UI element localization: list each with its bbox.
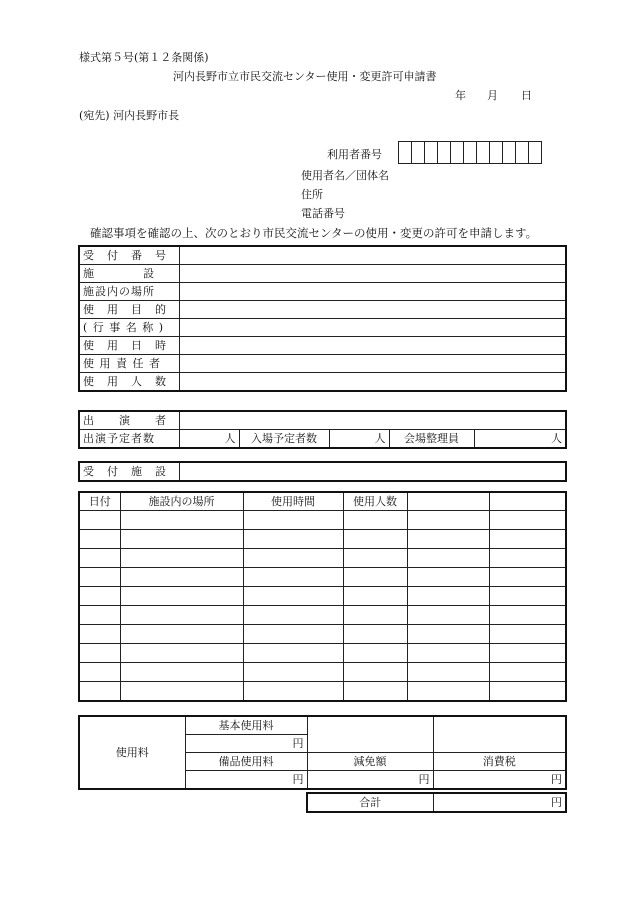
table-row[interactable] — [79, 549, 566, 568]
header-blank-1 — [407, 492, 489, 511]
reception-no-field[interactable] — [179, 246, 566, 265]
equipment-fee-label: 備品使用料 — [185, 753, 307, 771]
table-row — [79, 319, 566, 337]
venue-staff-field[interactable]: 人 — [474, 430, 566, 449]
table-row[interactable] — [79, 511, 566, 530]
expected-entrants-field[interactable]: 人 — [329, 430, 389, 449]
header-date: 日付 — [79, 492, 120, 511]
total-label: 合計 — [307, 793, 433, 812]
table-row — [79, 355, 566, 373]
application-statement: 確認事項を確認の上、次のとおり市民交流センターの使用・変更の許可を申請します。 — [90, 226, 538, 240]
tax-label: 消費税 — [433, 753, 566, 771]
date-year: 年 — [455, 89, 466, 102]
application-details-table — [78, 245, 567, 392]
venue-staff-label: 会場整理員 — [389, 430, 474, 449]
equipment-fee-field[interactable]: 円 — [185, 771, 307, 790]
table-row[interactable] — [79, 625, 566, 644]
date-month: 月 — [487, 89, 498, 102]
responsible-field[interactable] — [179, 355, 566, 373]
header-location: 施設内の場所 — [120, 492, 243, 511]
performers-field[interactable] — [179, 411, 566, 430]
phone-label: 電話番号 — [301, 207, 345, 220]
user-name-label: 使用者名／団体名 — [301, 169, 389, 182]
row-label-attendance: 使 用 人 数 — [79, 373, 179, 392]
table-row[interactable] — [79, 587, 566, 606]
fee-blank-2 — [433, 716, 566, 753]
schedule-table — [78, 491, 567, 702]
row-label-event-name: ( 行 事 名 称 ) — [79, 319, 179, 337]
planned-performers-label: 出演予定者数 — [79, 430, 179, 449]
table-row — [79, 430, 566, 449]
location-field[interactable] — [179, 283, 566, 301]
total-field[interactable]: 円 — [433, 793, 566, 812]
table-row — [79, 301, 566, 319]
user-number-boxes[interactable] — [398, 141, 542, 164]
reception-facility-label: 受 付 施 設 — [79, 462, 179, 481]
performers-label: 出 演 者 — [79, 411, 179, 430]
header-blank-2 — [489, 492, 566, 511]
performers-table — [78, 410, 567, 449]
expected-entrants-label: 入場予定者数 — [239, 430, 329, 449]
addressee: (宛先) 河内長野市長 — [79, 109, 180, 122]
purpose-field[interactable] — [179, 301, 566, 319]
schedule-header-row — [79, 492, 566, 511]
table-row[interactable] — [79, 530, 566, 549]
table-row[interactable] — [79, 568, 566, 587]
table-row — [79, 337, 566, 355]
row-label-facility: 施 設 — [79, 265, 179, 283]
basic-fee-label: 基本使用料 — [185, 716, 307, 735]
reduction-field[interactable]: 円 — [307, 771, 433, 790]
table-row — [79, 246, 566, 265]
table-row — [79, 265, 566, 283]
reception-facility-field[interactable] — [179, 462, 566, 481]
datetime-field[interactable] — [179, 337, 566, 355]
basic-fee-field[interactable]: 円 — [185, 735, 307, 753]
row-label-responsible: 使 用 責 任 者 — [79, 355, 179, 373]
table-row — [79, 411, 566, 430]
facility-field[interactable] — [179, 265, 566, 283]
total-table — [306, 792, 567, 813]
address-label: 住所 — [301, 188, 323, 201]
tax-field[interactable]: 円 — [433, 771, 566, 790]
row-label-datetime: 使 用 日 時 — [79, 337, 179, 355]
table-row[interactable] — [79, 644, 566, 663]
row-label-reception-no: 受 付 番 号 — [79, 246, 179, 265]
header-time: 使用時間 — [243, 492, 343, 511]
planned-performers-field[interactable]: 人 — [179, 430, 239, 449]
table-row[interactable] — [79, 606, 566, 625]
table-row[interactable] — [79, 663, 566, 682]
fee-label: 使用料 — [79, 716, 185, 789]
table-row — [79, 283, 566, 301]
table-row — [79, 716, 566, 735]
table-row[interactable] — [79, 682, 566, 701]
reduction-label: 減免額 — [307, 753, 433, 771]
form-title: 河内長野市立市民交流センター使用・変更許可申請書 — [173, 70, 437, 83]
date-day: 日 — [521, 89, 532, 102]
reception-facility-table — [78, 461, 567, 482]
attendance-field[interactable] — [179, 373, 566, 392]
row-label-location: 施設内の場所 — [79, 283, 179, 301]
form-number: 様式第５号(第１２条関係) — [79, 51, 209, 64]
header-people: 使用人数 — [343, 492, 407, 511]
fees-table — [78, 715, 567, 790]
event-name-field[interactable] — [179, 319, 566, 337]
user-number-label: 利用者番号 — [327, 148, 382, 161]
table-row — [307, 793, 566, 812]
table-row — [79, 373, 566, 392]
table-row — [79, 462, 566, 481]
fee-blank-1 — [307, 716, 433, 753]
row-label-purpose: 使 用 目 的 — [79, 301, 179, 319]
